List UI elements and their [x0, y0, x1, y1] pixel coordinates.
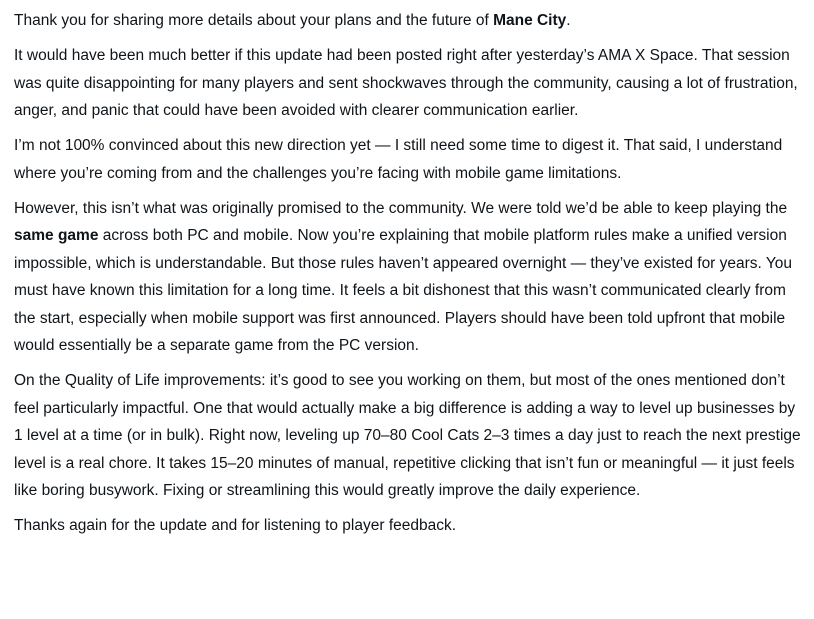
paragraph-quality-of-life: On the Quality of Life improvements: it’s good to see you working on them, but most of the ones mentioned don’t feel particularly impactful. One that would actually make a big difference is adding a way to level up businesses by 1 level at a time (or in bulk). Right now, leveling up 70–80 Cool Cats 2–3 times a day just to reach the next prestige level is a real chore. It takes 15–20 minutes of manual, repetitive clicking that isn’t fun or meaningful — it just feels like boring busywork. Fixing or streamlining this would greatly improve the daily experience.: [14, 372, 801, 499]
intro-text-end: .: [566, 12, 571, 29]
paragraph-ama-feedback: It would have been much better if this update had been posted right after yesterday’s AMA X Space. That session was quite disappointing for many players and sent shockwaves through the community, causing a lot of frustration, anger, and panic that could have been avoided with clearer communication earlier.: [14, 47, 798, 119]
paragraph-original-promise: [14, 195, 804, 360]
paragraph-new-direction: I’m not 100% convinced about this new direction yet — I still need some time to digest it. That said, I understand where you’re coming from and the challenges you’re facing with mobile game limitations.: [14, 137, 783, 182]
promise-text-start: However, this isn’t what was originally promised to the community. We were told we’d be able to keep playing the: [14, 199, 788, 217]
intro-text: Thank you for sharing more details about your plans and the future of: [14, 12, 494, 29]
same-game-bold: same game: [14, 227, 99, 244]
post-body: [14, 7, 804, 547]
promise-text-end: across both PC and mobile. Now you’re explaining that mobile platform rules make a unified version impossible, which is understandable. But those rules haven’t appeared overnight — they’ve existed for years. You must have known this limitation for a long time. It feels a bit dishonest that this wasn’t communicated clearly from the start, especially when mobile support was first announced. Players should have been told upfront that mobile would essentially be a separate game from the PC version.: [14, 227, 793, 354]
paragraph-thanks: Thanks again for the update and for listening to player feedback.: [14, 517, 457, 534]
game-name-bold: Mane City: [493, 12, 567, 29]
paragraph-intro: [14, 7, 804, 35]
